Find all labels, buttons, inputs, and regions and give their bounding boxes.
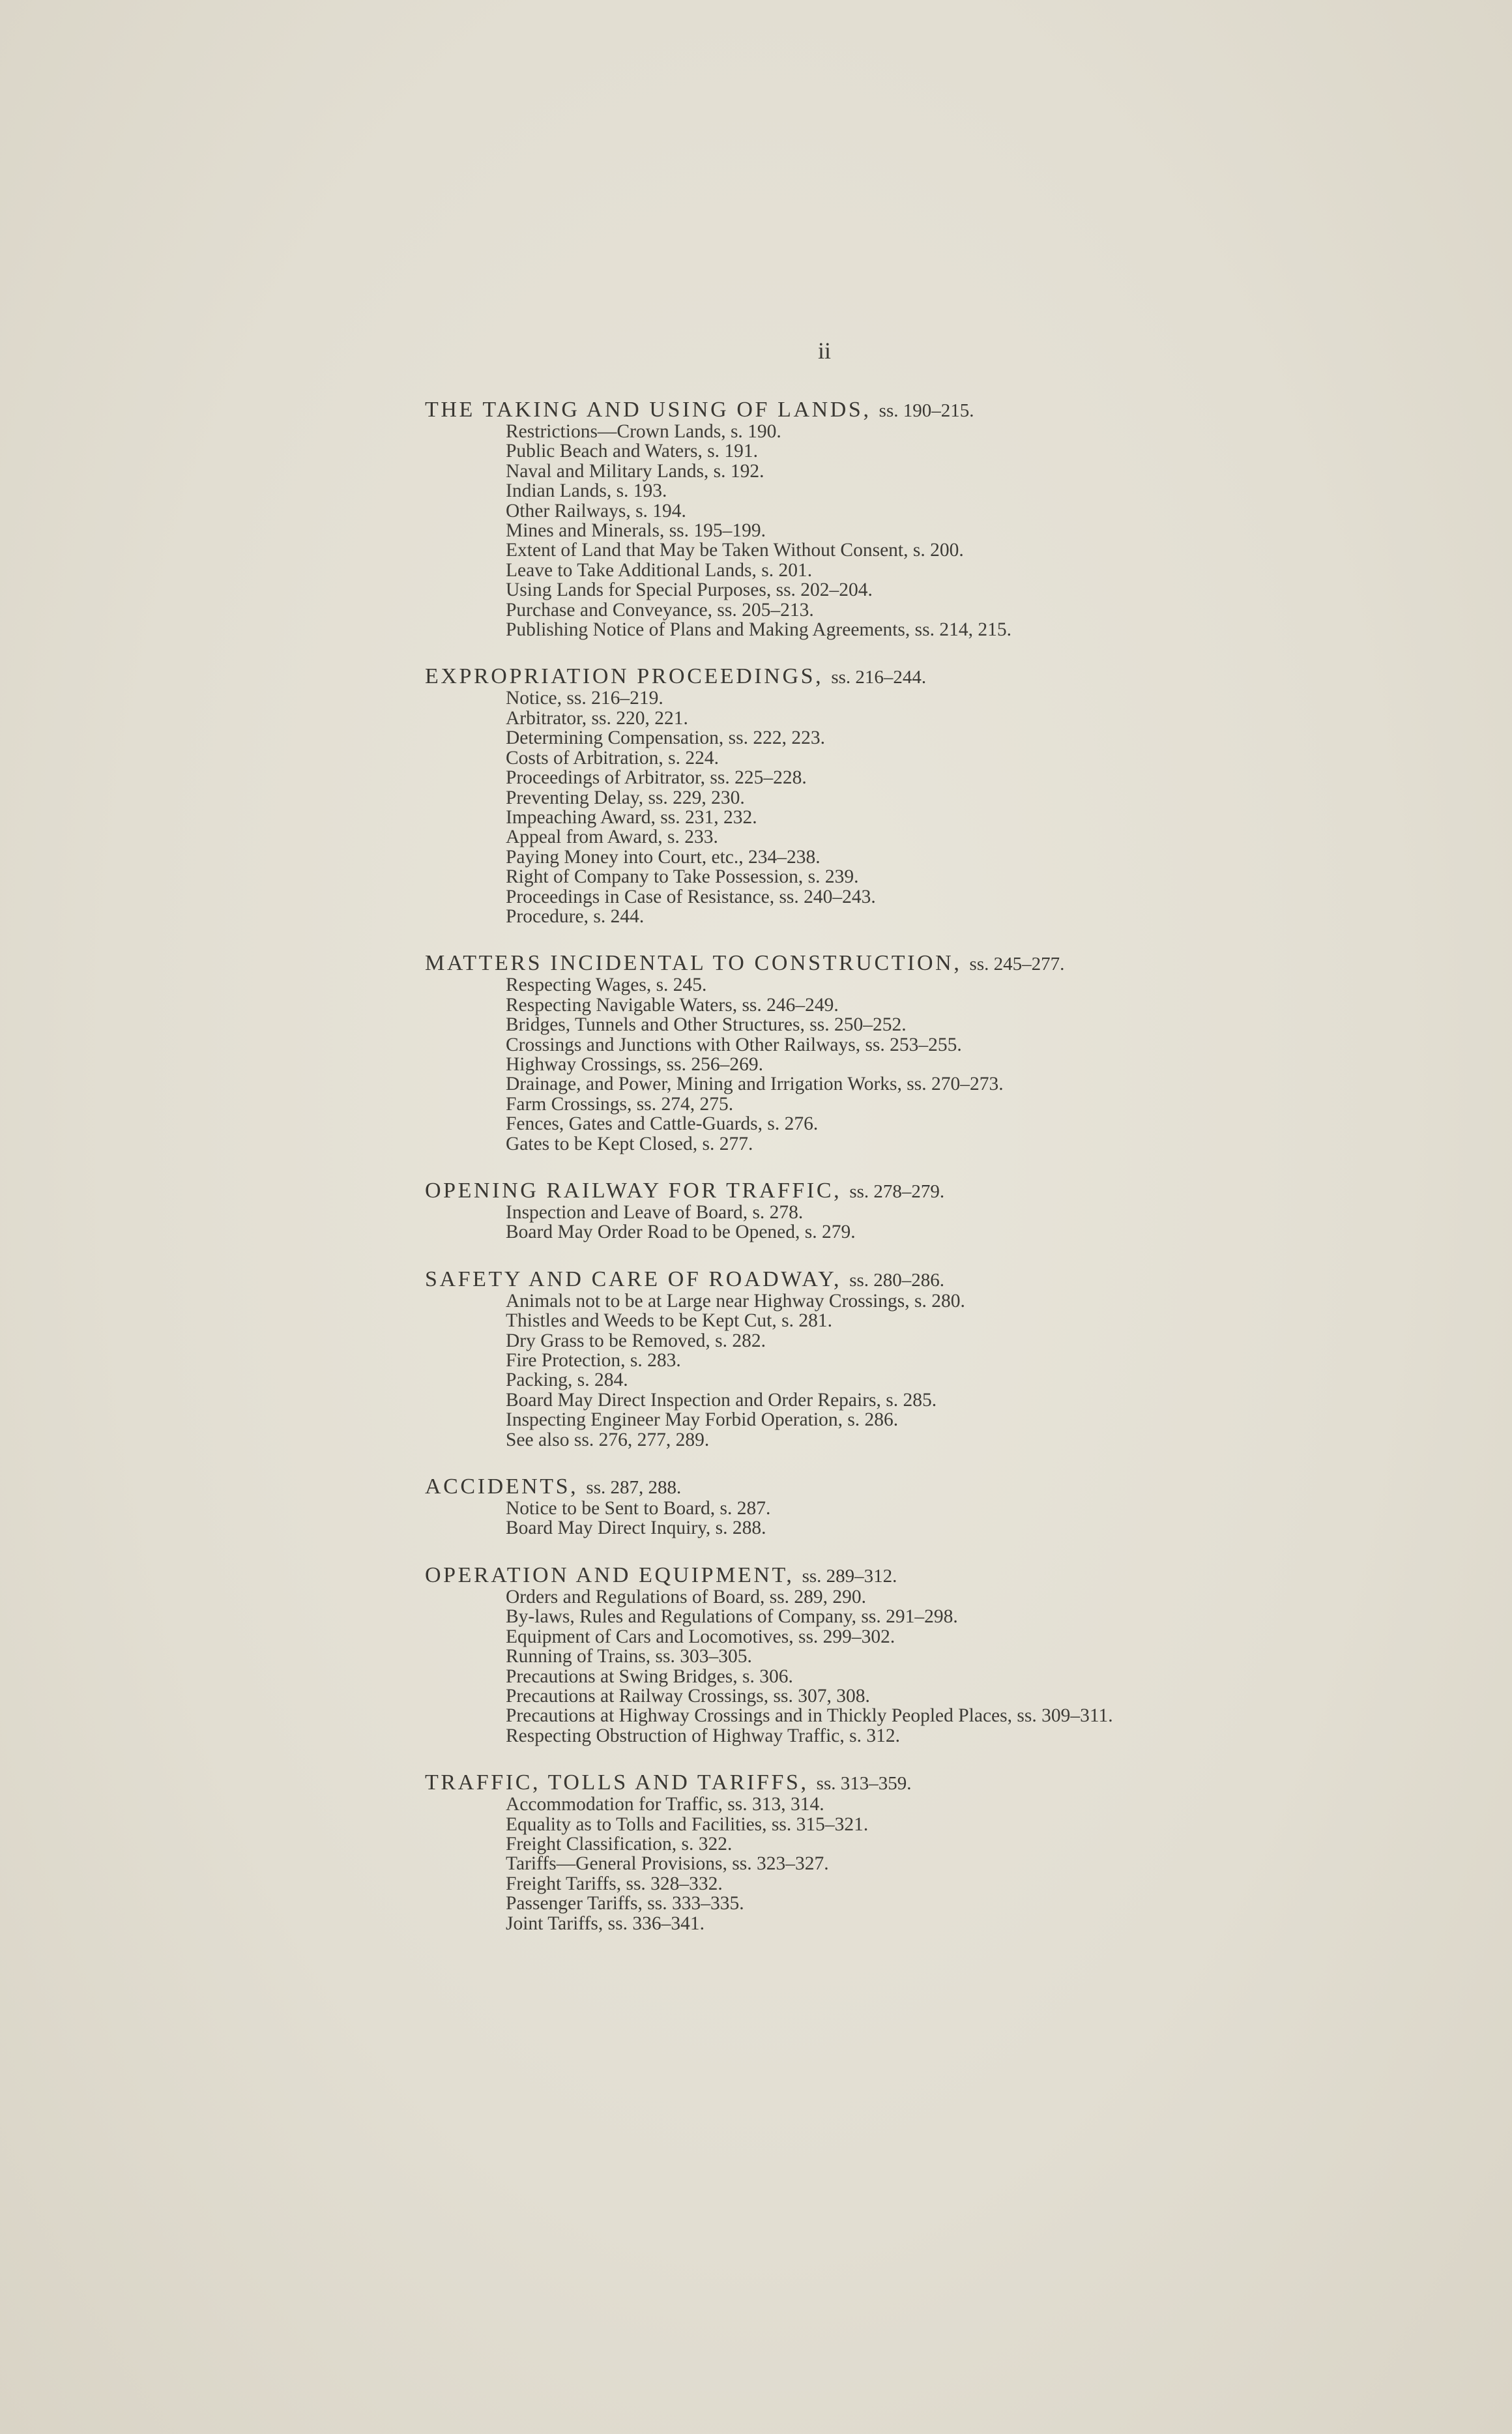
list-item: Restrictions—Crown Lands, s. 190. xyxy=(506,421,781,442)
section-items xyxy=(425,1499,1272,1538)
list-item: Using Lands for Special Purposes, ss. 202–204. xyxy=(506,579,873,601)
list-item: Joint Tariffs, ss. 336–341. xyxy=(506,1913,705,1934)
list-item: Leave to Take Additional Lands, s. 201. xyxy=(506,559,813,581)
section-safety-care-roadway xyxy=(425,1268,1272,1450)
list-item: Right of Company to Take Possession, s. 239. xyxy=(506,866,859,888)
list-item: Farm Crossings, ss. 274, 275. xyxy=(506,1093,734,1115)
section-ref: ss. 280–286. xyxy=(849,1269,945,1291)
section-title: OPENING RAILWAY FOR TRAFFIC, xyxy=(425,1179,842,1203)
list-item: Dry Grass to be Removed, s. 282. xyxy=(506,1330,766,1351)
list-item: Determining Compensation, ss. 222, 223. xyxy=(506,727,825,749)
section-title: SAFETY AND CARE OF ROADWAY, xyxy=(425,1267,842,1291)
list-item: Paying Money into Court, etc., 234–238. xyxy=(506,846,821,868)
list-item: Board May Direct Inspection and Order Repairs, s. 285. xyxy=(506,1389,937,1411)
section-ref: ss. 216–244. xyxy=(831,667,927,688)
list-item: Publishing Notice of Plans and Making Agreements, ss. 214, 215. xyxy=(506,619,1011,641)
list-item: Other Railways, s. 194. xyxy=(506,500,686,521)
section-items xyxy=(425,422,1272,639)
list-item: Preventing Delay, ss. 229, 230. xyxy=(506,787,745,808)
table-of-contents xyxy=(425,399,1272,1959)
list-item: Animals not to be at Large near Highway Crossings, s. 280. xyxy=(506,1290,965,1312)
section-heading xyxy=(425,1476,1272,1499)
list-item: Notice to be Sent to Board, s. 287. xyxy=(506,1498,771,1519)
list-item: Proceedings in Case of Resistance, ss. 240–243. xyxy=(506,886,876,907)
list-item: Impeaching Award, ss. 231, 232. xyxy=(506,806,757,828)
section-title: TRAFFIC, TOLLS AND TARIFFS, xyxy=(425,1770,809,1795)
section-heading xyxy=(425,1772,1272,1795)
list-item: Board May Direct Inquiry, s. 288. xyxy=(506,1518,766,1539)
list-item: Respecting Obstruction of Highway Traffic, s. 312. xyxy=(506,1725,900,1746)
section-title: THE TAKING AND USING OF LANDS, xyxy=(425,398,871,422)
section-items xyxy=(425,1203,1272,1242)
list-item: Procedure, s. 244. xyxy=(506,905,645,927)
section-expropriation-proceedings xyxy=(425,666,1272,926)
list-item: Bridges, Tunnels and Other Structures, ss. 250–252. xyxy=(506,1014,907,1036)
list-item: Proceedings of Arbitrator, ss. 225–228. xyxy=(506,767,807,789)
list-item: Packing, s. 284. xyxy=(506,1370,628,1391)
section-title: OPERATION AND EQUIPMENT, xyxy=(425,1562,794,1587)
section-traffic-tolls-tariffs xyxy=(425,1772,1272,1933)
list-item: Notice, ss. 216–219. xyxy=(506,688,663,709)
list-item: Inspecting Engineer May Forbid Operation, s. 286. xyxy=(506,1409,899,1431)
list-item: Mines and Minerals, ss. 195–199. xyxy=(506,520,766,542)
list-item: Respecting Wages, s. 245. xyxy=(506,975,707,996)
list-item: Precautions at Highway Crossings and in Thickly Peopled Places, ss. 309–311. xyxy=(506,1705,1113,1727)
section-items xyxy=(425,688,1272,926)
section-heading xyxy=(425,1268,1272,1291)
section-items xyxy=(425,1291,1272,1450)
page-number: ii xyxy=(818,338,832,364)
list-item: Extent of Land that May be Taken Without Consent, s. 200. xyxy=(506,540,964,561)
section-ref: ss. 287, 288. xyxy=(586,1477,682,1499)
list-item: Fences, Gates and Cattle-Guards, s. 276. xyxy=(506,1113,819,1135)
section-items xyxy=(425,1587,1272,1746)
list-item: Respecting Navigable Waters, ss. 246–249. xyxy=(506,994,839,1016)
list-item: Costs of Arbitration, s. 224. xyxy=(506,747,719,769)
section-heading xyxy=(425,666,1272,688)
list-item: Inspection and Leave of Board, s. 278. xyxy=(506,1202,804,1223)
list-item: Naval and Military Lands, s. 192. xyxy=(506,460,764,482)
list-item: Highway Crossings, ss. 256–269. xyxy=(506,1053,763,1075)
section-opening-railway-traffic xyxy=(425,1180,1272,1242)
section-operation-equipment xyxy=(425,1564,1272,1746)
list-item: Gates to be Kept Closed, s. 277. xyxy=(506,1133,753,1154)
section-heading xyxy=(425,399,1272,422)
section-title: MATTERS INCIDENTAL TO CONSTRUCTION, xyxy=(425,951,962,976)
list-item: Equality as to Tolls and Facilities, ss. 315–321. xyxy=(506,1813,869,1835)
list-item: Thistles and Weeds to be Kept Cut, s. 281. xyxy=(506,1310,832,1332)
section-taking-using-lands xyxy=(425,399,1272,639)
list-item: Passenger Tariffs, ss. 333–335. xyxy=(506,1893,744,1914)
list-item: Tariffs—General Provisions, ss. 323–327. xyxy=(506,1853,829,1875)
list-item: Freight Classification, s. 322. xyxy=(506,1833,733,1855)
section-ref: ss. 190–215. xyxy=(879,400,974,421)
section-items xyxy=(425,975,1272,1154)
list-item: Arbitrator, ss. 220, 221. xyxy=(506,707,688,729)
section-ref: ss. 289–312. xyxy=(802,1565,897,1587)
list-item: Running of Trains, ss. 303–305. xyxy=(506,1646,752,1667)
list-item: Appeal from Award, s. 233. xyxy=(506,827,718,848)
section-accidents xyxy=(425,1476,1272,1538)
section-heading xyxy=(425,1180,1272,1203)
section-ref: ss. 245–277. xyxy=(969,954,1065,975)
list-item: By-laws, Rules and Regulations of Company, ss. 291–298. xyxy=(506,1606,958,1628)
list-item: Purchase and Conveyance, ss. 205–213. xyxy=(506,599,814,621)
list-item: Precautions at Swing Bridges, s. 306. xyxy=(506,1665,793,1687)
list-item: Board May Order Road to be Opened, s. 279. xyxy=(506,1222,856,1243)
list-item: Orders and Regulations of Board, ss. 289, 290. xyxy=(506,1586,867,1607)
section-ref: ss. 278–279. xyxy=(849,1181,945,1202)
list-item: Accommodation for Traffic, ss. 313, 314. xyxy=(506,1794,824,1815)
list-item: Drainage, and Power, Mining and Irrigation Works, ss. 270–273. xyxy=(506,1074,1004,1095)
list-item: Fire Protection, s. 283. xyxy=(506,1350,681,1371)
list-item: Crossings and Junctions with Other Railways, ss. 253–255. xyxy=(506,1034,962,1055)
list-item: Indian Lands, s. 193. xyxy=(506,480,667,502)
section-ref: ss. 313–359. xyxy=(816,1773,912,1795)
section-heading xyxy=(425,1564,1272,1587)
list-item: See also ss. 276, 277, 289. xyxy=(506,1429,710,1450)
section-title: ACCIDENTS, xyxy=(425,1474,579,1499)
section-title: EXPROPRIATION PROCEEDINGS, xyxy=(425,664,824,689)
section-heading xyxy=(425,952,1272,975)
section-items xyxy=(425,1795,1272,1933)
list-item: Equipment of Cars and Locomotives, ss. 299–302. xyxy=(506,1626,895,1647)
list-item: Freight Tariffs, ss. 328–332. xyxy=(506,1873,723,1894)
section-matters-incidental-construction xyxy=(425,952,1272,1154)
list-item: Precautions at Railway Crossings, ss. 307, 308. xyxy=(506,1685,870,1707)
list-item: Public Beach and Waters, s. 191. xyxy=(506,441,759,462)
